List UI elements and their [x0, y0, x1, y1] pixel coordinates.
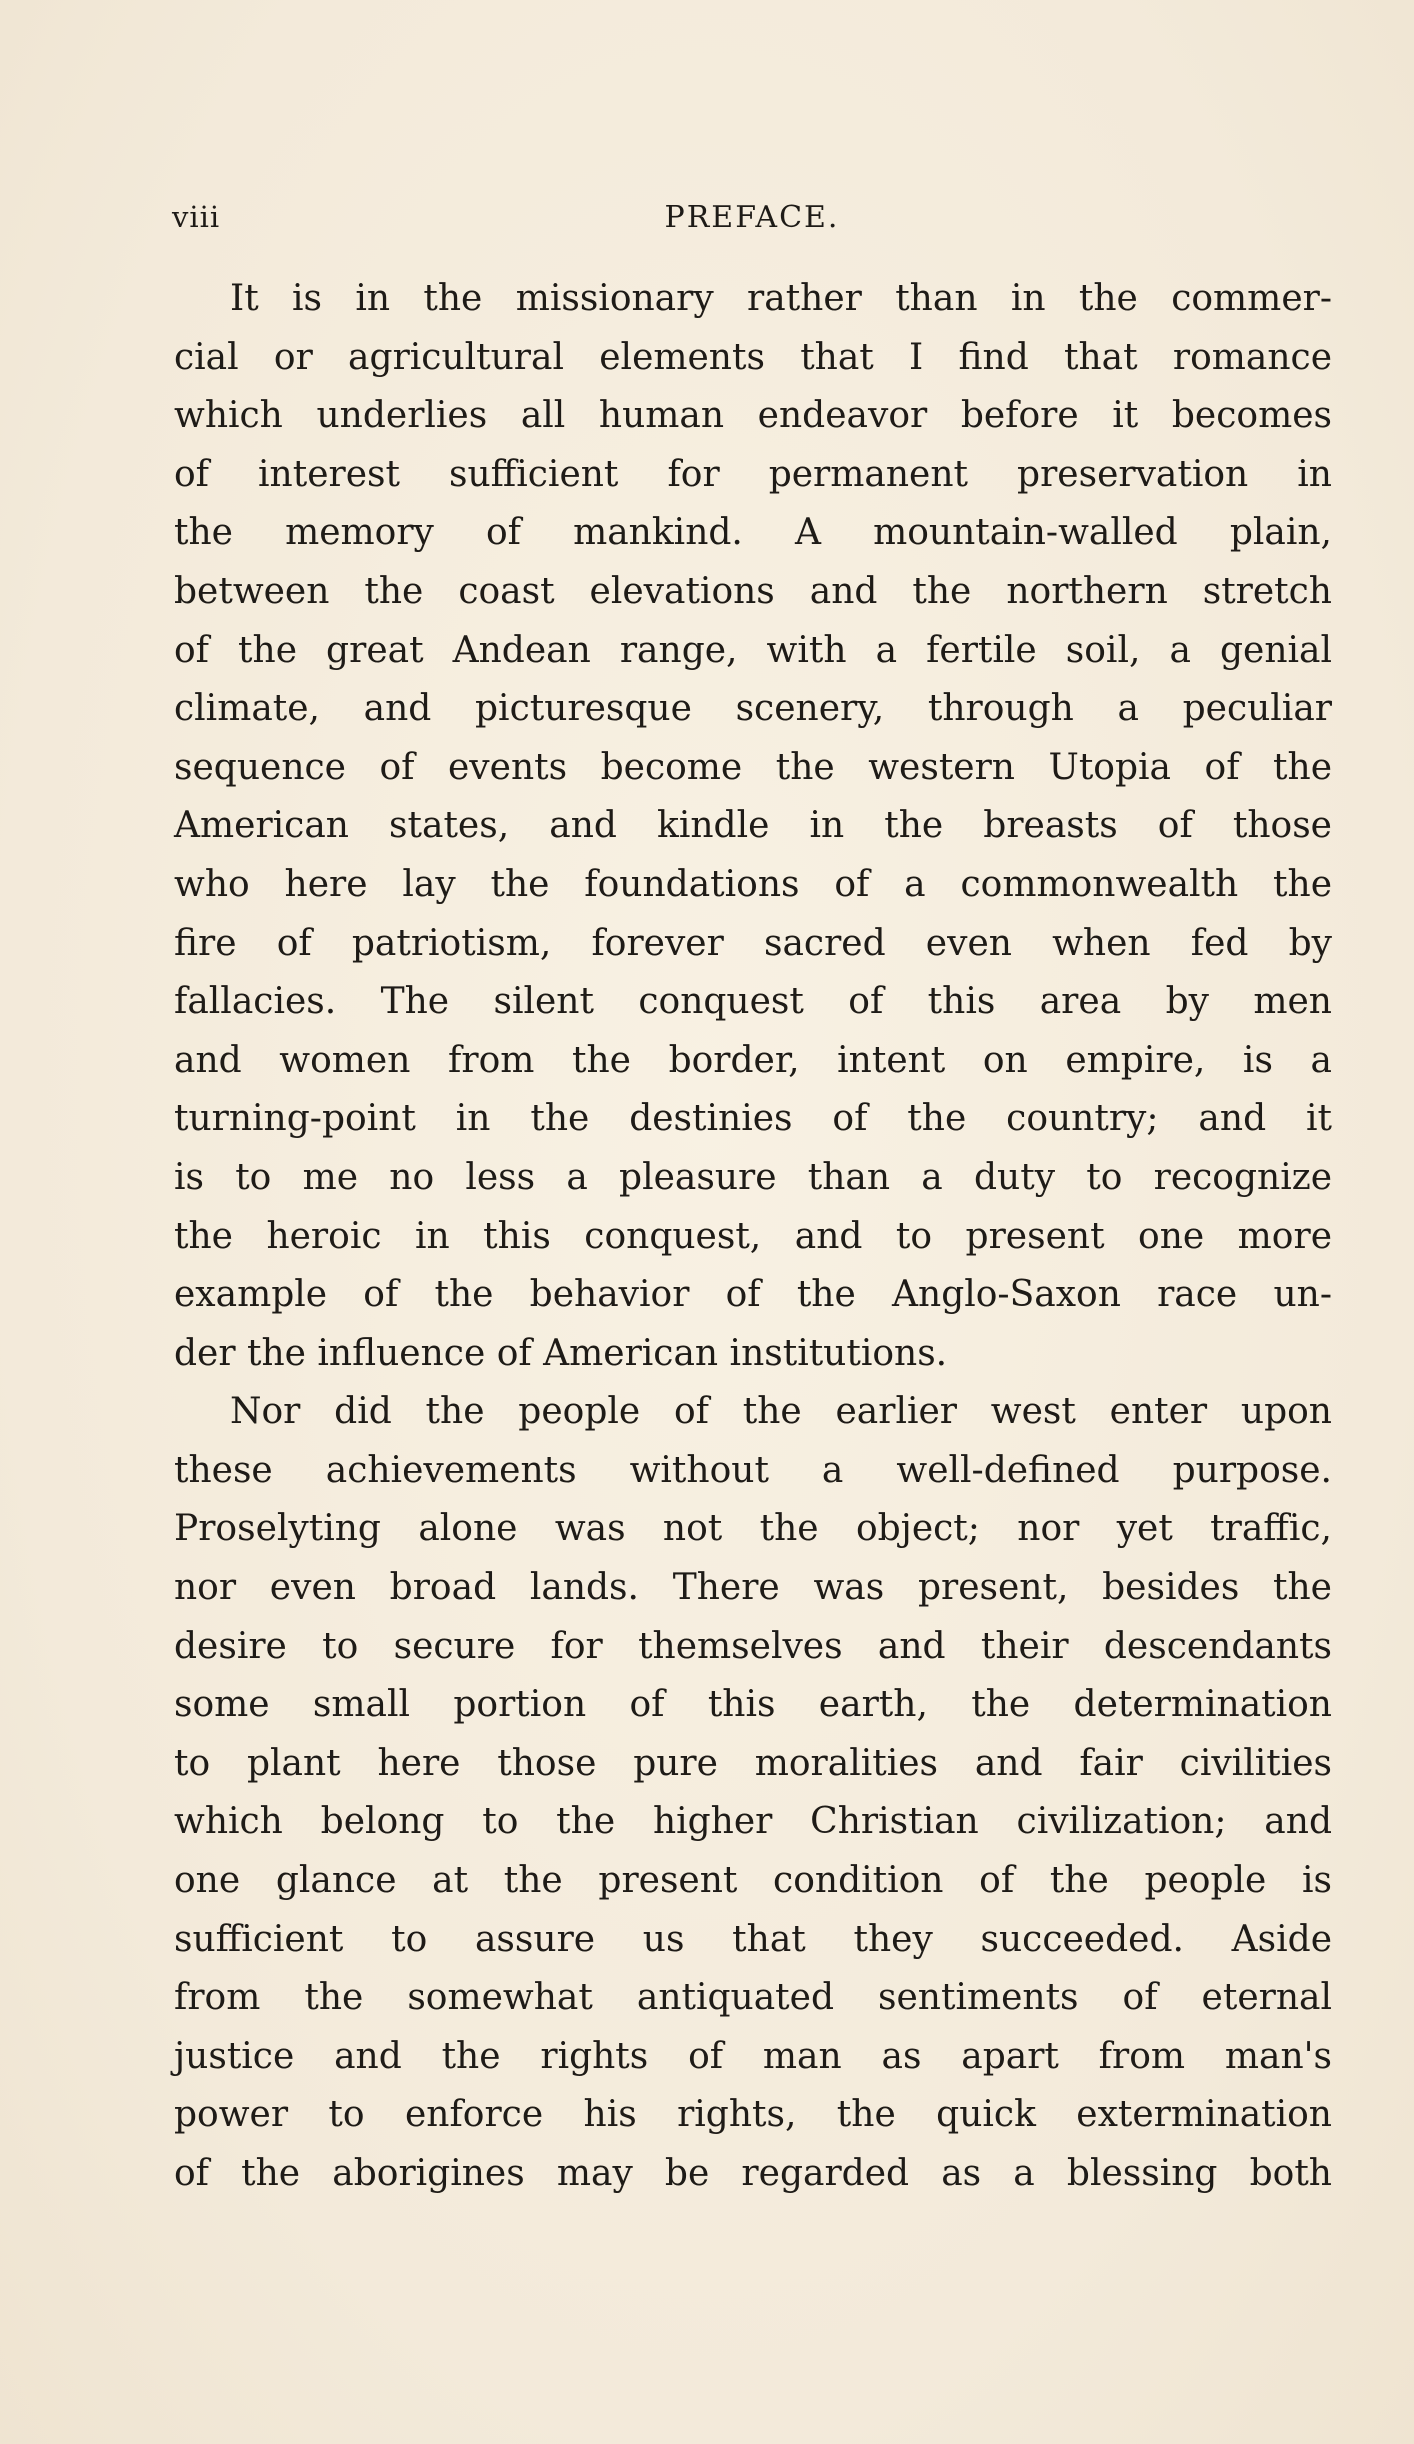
- text-line: from the somewhat antiquated sentiments of eternal: [174, 1977, 1332, 2019]
- text-line: and women from the border, intent on empire, is a: [174, 1039, 1332, 1081]
- text-line: fire of patriotism, forever sacred even when fed by: [174, 922, 1332, 964]
- text-line: example of the behavior of the Anglo-Saxon race un-: [174, 1274, 1332, 1316]
- text-line: some small portion of this earth, the determination: [174, 1684, 1332, 1726]
- text-line: sequence of events become the western Utopia of the: [174, 746, 1332, 788]
- text-line: one glance at the present condition of the people is: [174, 1860, 1332, 1902]
- text-line: power to enforce his rights, the quick extermination: [174, 2094, 1332, 2136]
- page-number: viii: [172, 200, 221, 234]
- running-title: PREFACE.: [664, 200, 840, 235]
- text-line: cial or agricultural elements that I find that romance: [174, 336, 1332, 378]
- text-line: American states, and kindle in the breasts of those: [174, 805, 1332, 847]
- text-line: climate, and picturesque scenery, through a peculiar: [174, 688, 1332, 730]
- running-head: [172, 200, 1332, 244]
- text-line: between the coast elevations and the northern stretch: [174, 570, 1332, 612]
- text-line: to plant here those pure moralities and fair civilities: [174, 1742, 1332, 1784]
- text-line: these achievements without a well-defined purpose.: [174, 1449, 1332, 1491]
- text-line: of interest sufficient for permanent preservation in: [174, 453, 1332, 495]
- body-text: [174, 270, 1332, 2204]
- text-line: sufficient to assure us that they succeeded. Aside: [174, 1918, 1332, 1960]
- text-line: Proselyting alone was not the object; nor yet traffic,: [174, 1508, 1332, 1550]
- text-line: der the influence of American institutions.: [174, 1332, 948, 1374]
- text-line: who here lay the foundations of a commonwealth the: [174, 863, 1332, 905]
- text-line: the heroic in this conquest, and to present one more: [174, 1215, 1332, 1257]
- text-line: which belong to the higher Christian civilization; and: [174, 1801, 1332, 1843]
- text-line: It is in the missionary rather than in the commer-: [230, 278, 1332, 319]
- text-line: turning-point in the destinies of the country; and it: [174, 1098, 1332, 1140]
- text-line: desire to secure for themselves and their descendants: [174, 1625, 1332, 1667]
- text-line: of the aborigines may be regarded as a blessing both: [174, 2153, 1332, 2194]
- text-line: nor even broad lands. There was present, besides the: [174, 1567, 1332, 1609]
- text-line: of the great Andean range, with a fertile soil, a genial: [174, 629, 1332, 671]
- text-line: the memory of mankind. A mountain-walled plain,: [174, 512, 1332, 554]
- text-line: justice and the rights of man as apart from man's: [174, 2035, 1332, 2077]
- text-line: Nor did the people of the earlier west enter upon: [230, 1391, 1332, 1433]
- text-line: which underlies all human endeavor before it becomes: [174, 395, 1332, 437]
- text-line: is to me no less a pleasure than a duty to recognize: [174, 1156, 1332, 1198]
- text-line: fallacies. The silent conquest of this area by men: [174, 981, 1332, 1023]
